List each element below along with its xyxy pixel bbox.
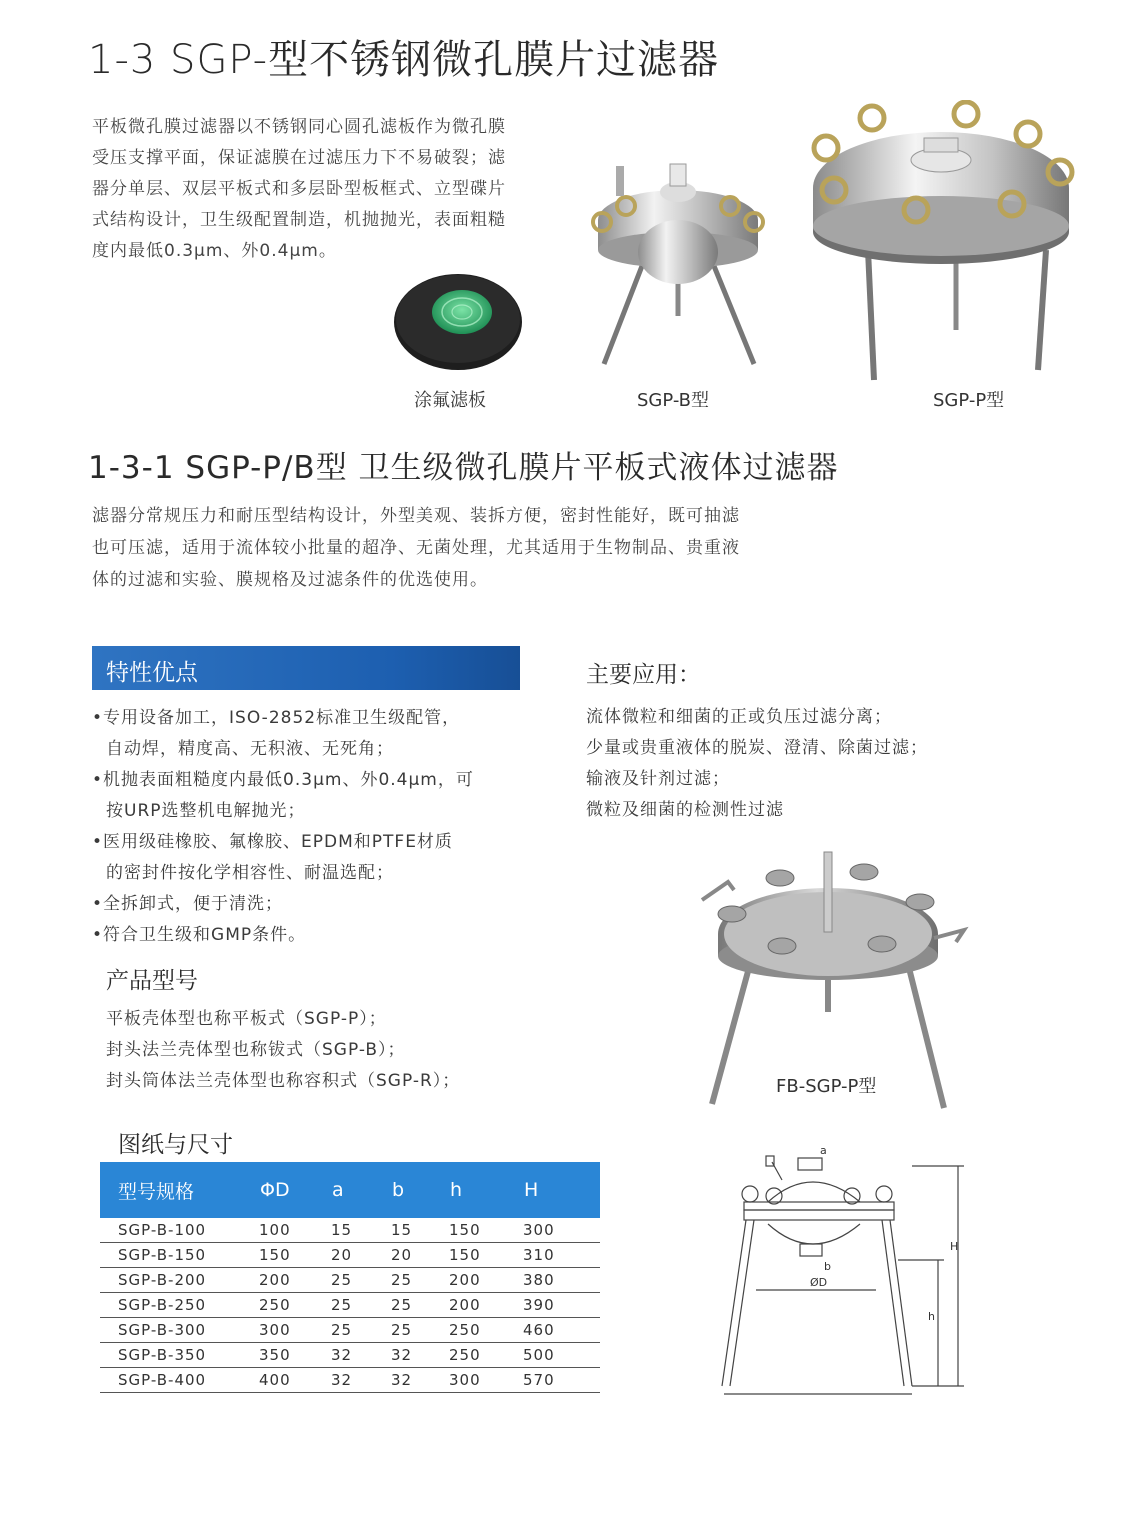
model-line: 封头筒体法兰壳体型也称容积式（SGP-R）； [106, 1071, 461, 1091]
cell-a: 15 [331, 1218, 391, 1243]
cell-b: 15 [391, 1218, 449, 1243]
cell-b: 32 [391, 1343, 449, 1368]
cell-model: SGP-B-100 [100, 1218, 259, 1243]
cell-h: 250 [449, 1343, 523, 1368]
model-line: 平板壳体型也称平板式（SGP-P）； [106, 1009, 387, 1029]
header-model: 型号规格 [100, 1162, 259, 1218]
sgp-p-filter-image [806, 100, 1076, 384]
features-header-bar [92, 646, 520, 690]
cell-model: SGP-B-150 [100, 1243, 259, 1268]
cell-model: SGP-B-350 [100, 1343, 259, 1368]
application-line: 微粒及细菌的检测性过滤 [586, 800, 784, 820]
applications-list [586, 702, 928, 826]
cell-h: 250 [449, 1318, 523, 1343]
desc-line: 也可压滤，适用于流体较小批量的超净、无菌处理，尤其适用于生物制品、贵重液 [92, 538, 740, 558]
cell-diameter: 150 [259, 1243, 331, 1268]
cell-H: 460 [523, 1318, 600, 1343]
caption-fb-sgp-p: FB-SGP-P型 [776, 1076, 877, 1097]
cell-h: 150 [449, 1243, 523, 1268]
features-list [92, 703, 474, 951]
drawing-label-a: a [820, 1144, 827, 1157]
caption-sgp-b: SGP-B型 [637, 390, 710, 411]
drawing-heading: 图纸与尺寸 [118, 1132, 233, 1158]
cell-a: 20 [331, 1243, 391, 1268]
table-row [100, 1268, 600, 1293]
cell-model: SGP-B-250 [100, 1293, 259, 1318]
cell-diameter: 400 [259, 1368, 331, 1393]
cell-H: 380 [523, 1268, 600, 1293]
cell-h: 300 [449, 1368, 523, 1393]
application-line: 输液及针剂过滤； [586, 769, 730, 789]
header-h: h [449, 1162, 523, 1218]
feature-line: •医用级硅橡胶、氟橡胶、EPDM和PTFE材质 [92, 832, 453, 852]
cell-b: 32 [391, 1368, 449, 1393]
intro-paragraph [92, 112, 562, 267]
table-row [100, 1218, 600, 1243]
cell-diameter: 200 [259, 1268, 331, 1293]
table-row [100, 1343, 600, 1368]
models-heading: 产品型号 [106, 968, 198, 994]
table-row [100, 1293, 600, 1318]
intro-line: 平板微孔膜过滤器以不锈钢同心圆孔滤板作为微孔膜 [92, 117, 506, 137]
cell-H: 500 [523, 1343, 600, 1368]
cell-diameter: 350 [259, 1343, 331, 1368]
cell-b: 25 [391, 1293, 449, 1318]
desc-line: 滤器分常规压力和耐压型结构设计，外型美观、装拆方便，密封性能好，既可抽滤 [92, 506, 740, 526]
dimension-drawing [712, 1140, 982, 1400]
caption-coated-plate: 涂氟滤板 [414, 390, 486, 411]
feature-line: •全拆卸式，便于清洗； [92, 894, 284, 914]
coated-filter-plate-image [392, 272, 524, 372]
dimension-table [100, 1162, 600, 1393]
drawing-label-d: ØD [810, 1276, 828, 1289]
cell-diameter: 100 [259, 1218, 331, 1243]
cell-b: 25 [391, 1318, 449, 1343]
cell-h: 200 [449, 1293, 523, 1318]
desc-line: 体的过滤和实验、膜规格及过滤条件的优选使用。 [92, 570, 488, 590]
feature-line: 按URP选整机电解抛光； [106, 801, 306, 821]
feature-line: •专用设备加工，ISO-2852标准卫生级配管， [92, 708, 461, 728]
page-title: 1-3 SGP-型不锈钢微孔膜片过滤器 [88, 37, 720, 83]
intro-line: 器分单层、双层平板式和多层卧型板框式、立型碟片 [92, 179, 506, 199]
table-row [100, 1318, 600, 1343]
features-heading: 特性优点 [106, 660, 198, 686]
header-H: H [523, 1162, 600, 1218]
cell-diameter: 300 [259, 1318, 331, 1343]
cell-b: 20 [391, 1243, 449, 1268]
cell-b: 25 [391, 1268, 449, 1293]
cell-a: 25 [331, 1318, 391, 1343]
cell-H: 310 [523, 1243, 600, 1268]
models-list [106, 1004, 460, 1097]
cell-h: 200 [449, 1268, 523, 1293]
drawing-label-h: h [928, 1310, 935, 1323]
cell-model: SGP-B-200 [100, 1268, 259, 1293]
caption-sgp-p: SGP-P型 [933, 390, 1005, 411]
section-subtitle: 1-3-1 SGP-P/B型 卫生级微孔膜片平板式液体过滤器 [88, 450, 839, 486]
cell-a: 32 [331, 1343, 391, 1368]
drawing-label-b: b [824, 1260, 831, 1273]
header-diameter: ΦD [259, 1162, 331, 1218]
intro-line: 度内最低0.3μm、外0.4μm。 [92, 241, 337, 261]
table-row [100, 1243, 600, 1268]
cell-H: 570 [523, 1368, 600, 1393]
section-description [92, 500, 740, 596]
cell-a: 32 [331, 1368, 391, 1393]
cell-a: 25 [331, 1268, 391, 1293]
intro-line: 受压支撑平面，保证滤膜在过滤压力下不易破裂；滤 [92, 148, 506, 168]
sgp-b-filter-image [582, 156, 774, 370]
cell-model: SGP-B-400 [100, 1368, 259, 1393]
cell-model: SGP-B-300 [100, 1318, 259, 1343]
cell-diameter: 250 [259, 1293, 331, 1318]
table-header-row [100, 1162, 600, 1218]
application-line: 少量或贵重液体的脱炭、澄清、除菌过滤； [586, 738, 928, 758]
header-a: a [331, 1162, 391, 1218]
feature-line: 的密封件按化学相容性、耐温选配； [106, 863, 394, 883]
cell-H: 300 [523, 1218, 600, 1243]
application-line: 流体微粒和细菌的正或负压过滤分离； [586, 707, 892, 727]
cell-a: 25 [331, 1293, 391, 1318]
feature-line: •机抛表面粗糙度内最低0.3μm、外0.4μm，可 [92, 770, 474, 790]
feature-line: •符合卫生级和GMP条件。 [92, 925, 307, 945]
model-line: 封头法兰壳体型也称钹式（SGP-B）； [106, 1040, 406, 1060]
table-row [100, 1368, 600, 1393]
feature-line: 自动焊，精度高、无积液、无死角； [106, 739, 394, 759]
cell-H: 390 [523, 1293, 600, 1318]
cell-h: 150 [449, 1218, 523, 1243]
applications-heading: 主要应用： [586, 662, 701, 688]
drawing-label-H: H [950, 1240, 959, 1253]
header-b: b [391, 1162, 449, 1218]
intro-line: 式结构设计，卫生级配置制造，机抛抛光，表面粗糙 [92, 210, 506, 230]
